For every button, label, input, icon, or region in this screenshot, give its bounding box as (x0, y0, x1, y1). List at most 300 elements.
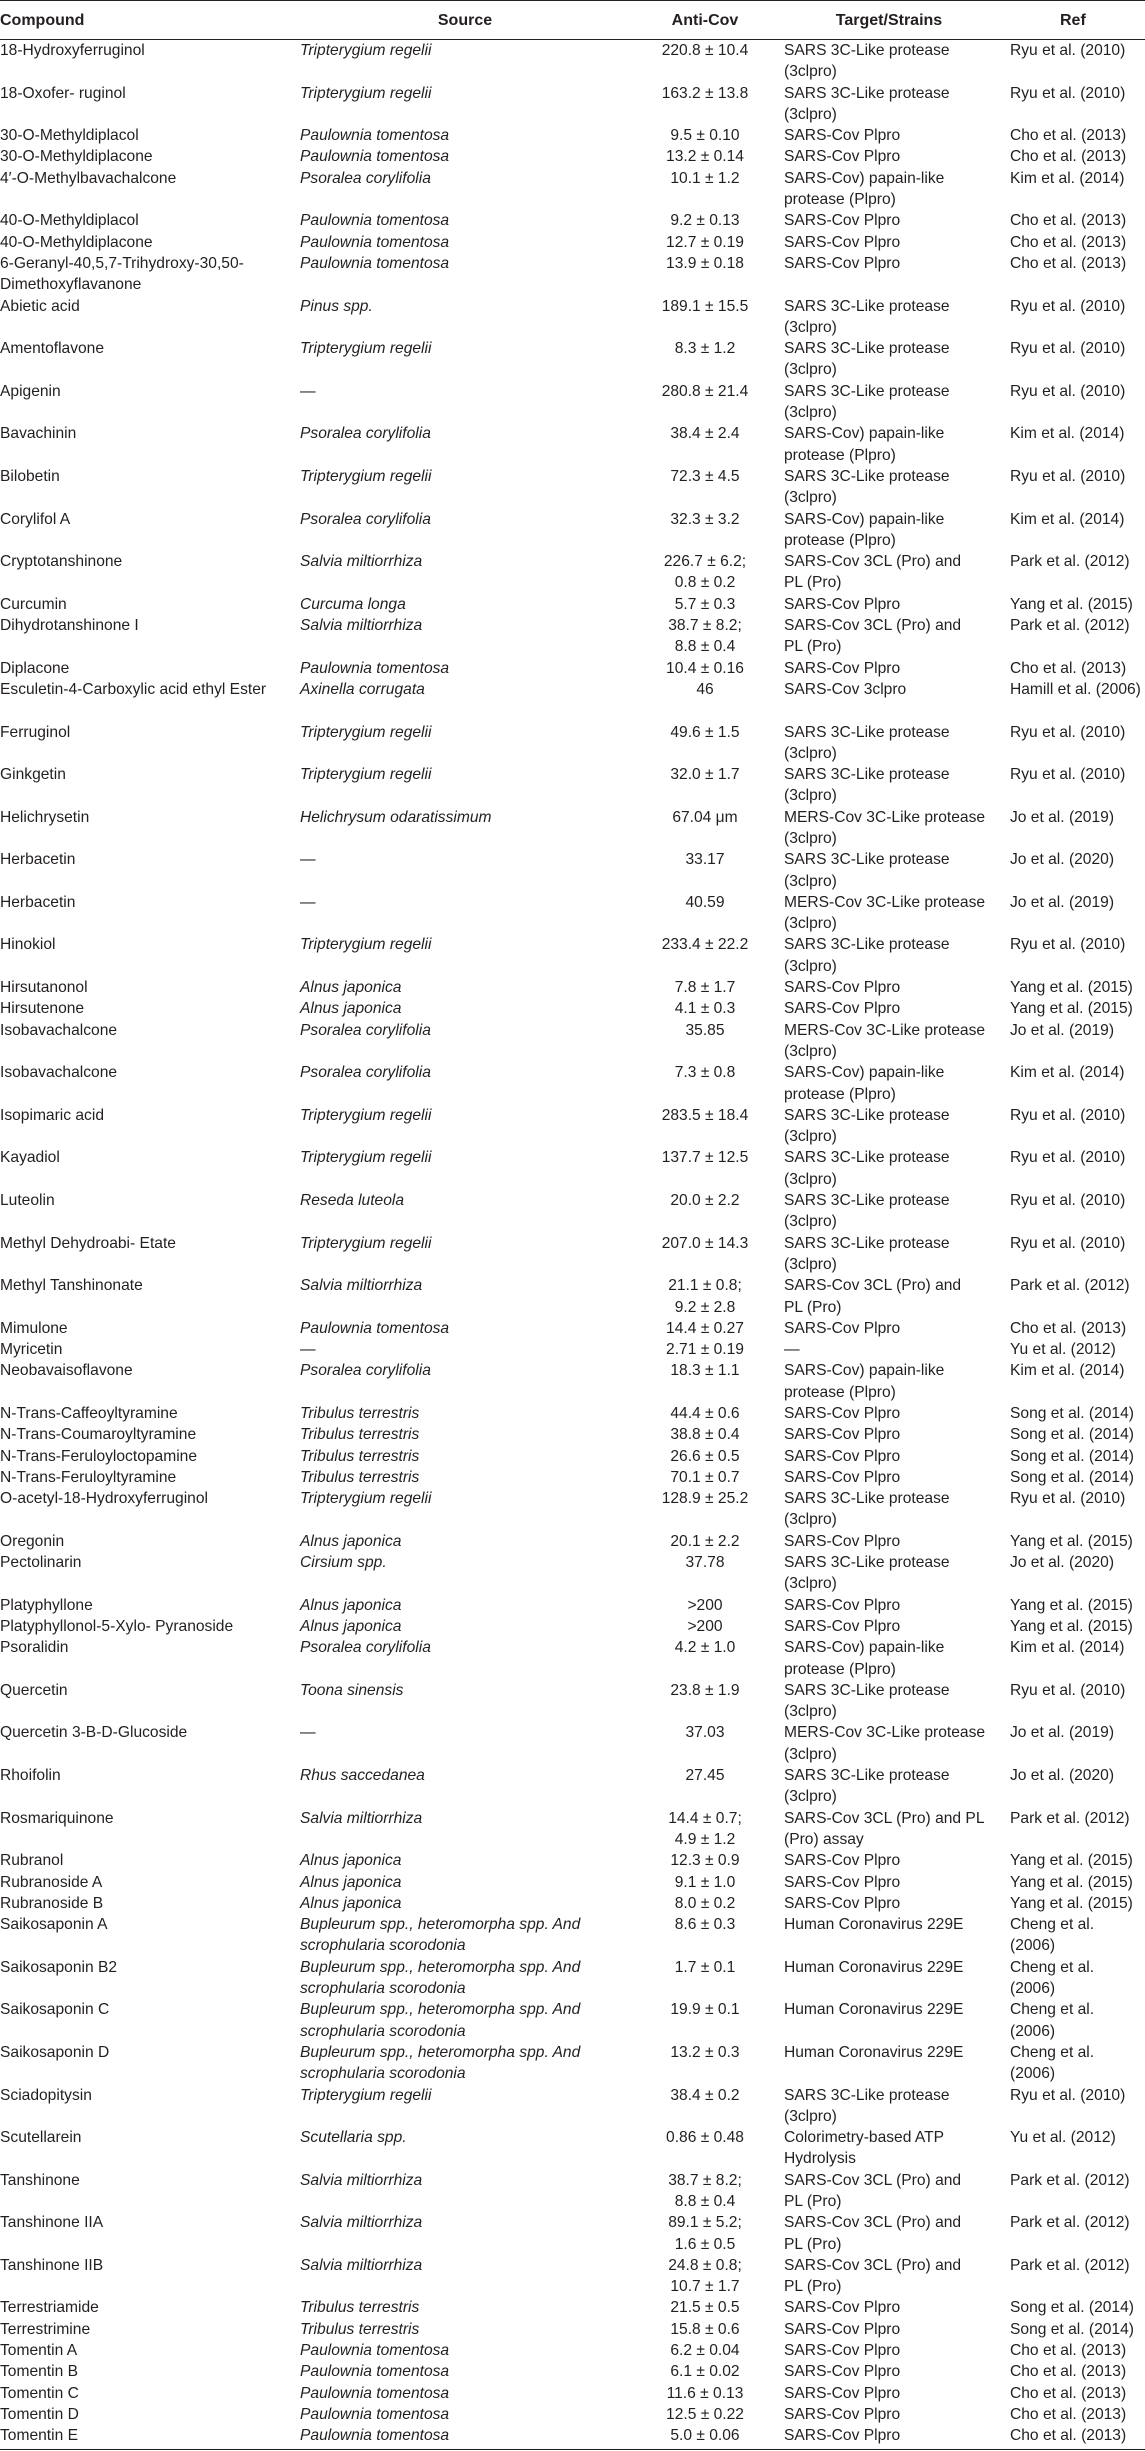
cell-ref (1010, 1808, 1145, 1829)
cell-source: Salvia miltiorrhiza (300, 553, 423, 571)
cell-ref-line: Yang et al. (2015) (1010, 1596, 1133, 1614)
cell-target-line: protease (Plpro) (784, 1383, 896, 1401)
cell-target-line: Human Coronavirus 229E (784, 2043, 964, 2061)
table-row (0, 509, 1145, 552)
cell-target (784, 1616, 1004, 1637)
cell-ref-line: Park et al. (2012) (1010, 1809, 1130, 1827)
cell-anticov (620, 509, 790, 530)
cell-ref (1010, 1850, 1145, 1871)
cell-source: Tribulus terrestris (300, 2320, 420, 2338)
cell-source: Tripterygium regelii (300, 84, 432, 102)
cell-ref (1010, 1424, 1145, 1445)
cell-compound: Platyphyllonol-5-Xylo- Pyranoside (0, 1617, 234, 1635)
cell-source: Reseda luteola (300, 1192, 405, 1210)
cell-ref-line: Song et al. (2014) (1010, 1447, 1134, 1465)
cell-anticov (620, 1808, 790, 1851)
cell-ref-line: Park et al. (2012) (1010, 617, 1130, 635)
cell-ref-line: Kim et al. (2014) (1010, 510, 1125, 528)
cell-target-line: SARS-Cov Plpro (784, 595, 901, 613)
table-row (0, 977, 1145, 998)
cell-ref-line: Ryu et al. (2010) (1010, 1234, 1126, 1252)
cell-target (784, 1999, 1004, 2020)
cell-target-line: Hydrolysis (784, 2150, 856, 2168)
cell-anticov-line: 207.0 ± 14.3 (661, 1234, 749, 1252)
cell-target-line: (3clpro) (784, 957, 837, 975)
table-row (0, 998, 1145, 1019)
cell-target-line: SARS 3C-Like protease (784, 42, 950, 59)
cell-target-line: (3clpro) (784, 872, 837, 890)
cell-anticov (620, 253, 790, 274)
cell-source: Paulownia tomentosa (300, 212, 450, 230)
cell-ref (1010, 2212, 1145, 2233)
cell-target (784, 615, 1004, 658)
cell-anticov-line: 9.2 ± 0.13 (670, 212, 740, 230)
cell-target-line: (3clpro) (784, 404, 837, 422)
cell-target (784, 594, 1004, 615)
cell-ref-line: Jo et al. (2019) (1010, 1021, 1115, 1039)
cell-ref (1010, 2383, 1145, 2404)
cell-target (784, 1957, 1004, 1978)
cell-compound: Bilobetin (0, 467, 60, 485)
cell-compound: Tomentin A (0, 2342, 78, 2360)
cell-compound: Saikosaponin D (0, 2043, 110, 2061)
table-row (0, 1190, 1145, 1233)
cell-source: Bupleurum spp., heteromorpha spp. And scrophularia scorodonia (300, 2043, 581, 2083)
cell-target-line: SARS 3C-Like protease (784, 1554, 950, 1572)
cell-target (784, 1595, 1004, 1616)
cell-ref-line: Ryu et al. (2010) (1010, 2086, 1126, 2104)
cell-source: Bupleurum spp., heteromorpha spp. And scrophularia scorodonia (300, 2001, 581, 2040)
cell-ref (1010, 892, 1145, 913)
table-row (0, 1893, 1145, 1914)
cell-anticov (620, 2170, 790, 2213)
cell-ref (1010, 1062, 1145, 1083)
cell-target (784, 40, 1004, 83)
cell-ref-line: Jo et al. (2019) (1010, 808, 1115, 826)
cell-ref (1010, 1893, 1145, 1914)
cell-compound: 18-Oxofer- ruginol (0, 84, 126, 102)
cell-target (784, 1275, 1004, 1318)
cell-ref-line: Hamill et al. (2006) (1010, 680, 1141, 698)
cell-anticov (620, 1020, 790, 1041)
cell-target (784, 998, 1004, 1019)
cell-target-line: SARS-Cov Plpro (784, 2342, 901, 2360)
cell-compound: Saikosaponin A (0, 1916, 108, 1934)
cell-target-line: Human Coronavirus 229E (784, 1916, 964, 1934)
cell-ref-line: Ryu et al. (2010) (1010, 1490, 1126, 1508)
cell-ref (1010, 40, 1145, 61)
cell-source: Curcuma longa (300, 595, 406, 613)
cell-anticov (620, 551, 790, 594)
cell-ref (1010, 232, 1145, 253)
cell-ref-line: Park et al. (2012) (1010, 2171, 1130, 2189)
cell-source: Alnus japonica (300, 979, 402, 997)
cell-anticov (620, 892, 790, 913)
cell-source: Tripterygium regelii (300, 1490, 432, 1508)
cell-target-line: SARS 3C-Like protease (784, 766, 950, 784)
table-row (0, 1872, 1145, 1893)
cell-ref-line: (2006) (1010, 1937, 1056, 1955)
cell-ref-line: Jo et al. (2020) (1010, 1767, 1115, 1785)
table-row (0, 1339, 1145, 1360)
cell-anticov-line: 13.2 ± 0.14 (666, 148, 744, 166)
cell-anticov-line: 0.8 ± 0.2 (674, 574, 736, 592)
cell-anticov (620, 1147, 790, 1168)
table-row (0, 1403, 1145, 1424)
cell-anticov-line: 0.86 ± 0.48 (666, 2129, 744, 2147)
cell-ref (1010, 1999, 1145, 2042)
cell-compound: Isobavachalcone (0, 1064, 118, 1082)
cell-anticov-line: 226.7 ± 6.2; (663, 553, 747, 571)
cell-anticov-line: 4.1 ± 0.3 (674, 1000, 736, 1018)
cell-anticov (620, 1424, 790, 1445)
cell-anticov-line: 13.2 ± 0.3 (670, 2043, 740, 2061)
cell-target (784, 210, 1004, 231)
cell-target (784, 1446, 1004, 1467)
cell-target (784, 977, 1004, 998)
cell-target-line: PL (Pro) (784, 2235, 842, 2253)
table-row (0, 1105, 1145, 1148)
cell-anticov-line: 233.4 ± 22.2 (661, 936, 749, 954)
table-row (0, 1808, 1145, 1851)
cell-target-line: SARS-Cov) papain-like (784, 169, 945, 187)
cell-target (784, 423, 1004, 466)
cell-anticov (620, 615, 790, 658)
cell-target (784, 2170, 1004, 2213)
cell-compound: Quercetin 3-B-D-Glucoside (0, 1724, 188, 1742)
cell-ref (1010, 722, 1145, 743)
cell-anticov (620, 1488, 790, 1509)
cell-anticov (620, 1872, 790, 1893)
cell-compound: Dihydrotanshinone I (0, 617, 139, 635)
cell-anticov-line: 7.8 ± 1.7 (674, 979, 736, 997)
cell-target-line: SARS-Cov Plpro (784, 1617, 901, 1635)
cell-target (784, 892, 1004, 935)
cell-target-line: SARS-Cov 3CL (Pro) and (784, 617, 962, 635)
cell-target-line: SARS 3C-Like protease (784, 467, 950, 485)
cell-anticov-line: 32.0 ± 1.7 (670, 766, 740, 784)
cell-source: Salvia miltiorrhiza (300, 2256, 423, 2274)
cell-source: Psoralea corylifolia (300, 1639, 431, 1657)
table-row (0, 764, 1145, 807)
cell-compound: Ferruginol (0, 723, 71, 741)
cell-source: — (300, 893, 316, 911)
cell-ref (1010, 1339, 1145, 1360)
cell-ref-line: Ryu et al. (2010) (1010, 1681, 1126, 1699)
cell-ref-line: Cho et al. (2013) (1010, 2405, 1127, 2423)
cell-target (784, 1233, 1004, 1276)
table-row (0, 1488, 1145, 1531)
cell-anticov-line: 49.6 ± 1.5 (670, 723, 740, 741)
cell-anticov (620, 2212, 790, 2255)
cell-source: Rhus saccedanea (300, 1767, 425, 1785)
cell-anticov (620, 1765, 790, 1786)
cell-target-line: SARS 3C-Like protease (784, 340, 950, 358)
cell-target (784, 2404, 1004, 2425)
cell-target-line: SARS 3C-Like protease (784, 84, 950, 102)
cell-anticov (620, 1957, 790, 1978)
cell-target-line: Colorimetry-based ATP (784, 2129, 945, 2147)
cell-ref (1010, 466, 1145, 487)
cell-compound: Kayadiol (0, 1149, 60, 1167)
cell-ref (1010, 1957, 1145, 2000)
cell-anticov-line: 9.5 ± 0.10 (670, 127, 740, 145)
cell-target-line: SARS-Cov Plpro (784, 1426, 901, 1444)
cell-compound: Myricetin (0, 1341, 63, 1359)
cell-target-line: SARS-Cov 3clpro (784, 680, 907, 698)
table-row (0, 892, 1145, 935)
cell-target-line: — (784, 1341, 800, 1359)
cell-target-line: (3clpro) (784, 63, 837, 81)
cell-ref-line: Yang et al. (2015) (1010, 595, 1133, 613)
cell-ref-line: Ryu et al. (2010) (1010, 84, 1126, 102)
cell-ref-line: Kim et al. (2014) (1010, 1064, 1125, 1082)
cell-anticov (620, 2340, 790, 2361)
cell-target-line: (3clpro) (784, 1575, 837, 1593)
cell-anticov-line: 37.03 (685, 1724, 725, 1742)
cell-anticov (620, 2404, 790, 2425)
cell-ref (1010, 1680, 1145, 1701)
table-row (0, 1360, 1145, 1403)
cell-target-line: SARS-Cov Plpro (784, 2363, 901, 2381)
cell-anticov (620, 594, 790, 615)
cell-ref (1010, 1020, 1145, 1041)
cell-compound: Saikosaponin B2 (0, 1958, 118, 1976)
cell-anticov (620, 977, 790, 998)
cell-anticov-line: >200 (687, 1596, 723, 1614)
cell-target (784, 1190, 1004, 1233)
cell-target-line: SARS-Cov Plpro (784, 148, 901, 166)
cell-target-line: (3clpro) (784, 1170, 837, 1188)
table-row (0, 1637, 1145, 1680)
cell-anticov-line: 67.04 μm (672, 808, 738, 826)
cell-anticov-line: 137.7 ± 12.5 (661, 1149, 749, 1167)
cell-ref-line: Cheng et al. (1010, 2001, 1095, 2019)
cell-target-line: SARS-Cov Plpro (784, 1319, 901, 1337)
cell-anticov (620, 1722, 790, 1743)
cell-ref-line: Kim et al. (2014) (1010, 169, 1125, 187)
cell-target (784, 125, 1004, 146)
cell-target (784, 338, 1004, 381)
cell-ref (1010, 2042, 1145, 2085)
cell-anticov-line: 12.5 ± 0.22 (666, 2405, 744, 2423)
cell-target-line: SARS-Cov Plpro (784, 979, 901, 997)
cell-compound: Corylifol A (0, 510, 71, 528)
cell-anticov (620, 210, 790, 231)
cell-target-line: SARS-Cov Plpro (784, 1405, 901, 1422)
cell-anticov-line: 128.9 ± 25.2 (661, 1490, 749, 1508)
cell-target-line: SARS-Cov 3CL (Pro) and (784, 2214, 962, 2232)
cell-anticov (620, 1616, 790, 1637)
cell-compound: Rhoifolin (0, 1767, 61, 1785)
cell-ref-line: Yang et al. (2015) (1010, 979, 1133, 997)
cell-compound: Tomentin D (0, 2405, 79, 2423)
cell-anticov (620, 1467, 790, 1488)
table-row (0, 168, 1145, 211)
cell-anticov (620, 1552, 790, 1573)
cell-anticov-line: 15.8 ± 0.6 (670, 2320, 740, 2338)
cell-source: Axinella corrugata (300, 680, 425, 698)
cell-anticov-line: 38.7 ± 8.2; (668, 2171, 742, 2189)
cell-source: Salvia miltiorrhiza (300, 617, 423, 635)
cell-anticov-line: 8.8 ± 0.4 (674, 2192, 736, 2210)
cell-target (784, 466, 1004, 509)
cell-target (784, 1552, 1004, 1595)
cell-anticov (620, 296, 790, 317)
cell-source: Toona sinensis (300, 1681, 404, 1699)
cell-anticov-line: 8.8 ± 0.4 (674, 638, 736, 656)
table-row (0, 423, 1145, 466)
cell-anticov-line: 8.3 ± 1.2 (674, 340, 736, 358)
table-row (0, 1765, 1145, 1808)
table-bottom-rule (0, 2449, 1145, 2450)
cell-source: Psoralea corylifolia (300, 169, 431, 187)
cell-ref (1010, 977, 1145, 998)
cell-anticov-line: 9.2 ± 2.8 (674, 1298, 736, 1316)
table-row (0, 2255, 1145, 2298)
cell-target (784, 658, 1004, 679)
cell-anticov (620, 1275, 790, 1318)
table-row (0, 2085, 1145, 2128)
cell-ref-line: Cho et al. (2013) (1010, 2363, 1127, 2381)
cell-anticov-line: 1.6 ± 0.5 (674, 2235, 736, 2253)
cell-ref (1010, 679, 1145, 700)
cell-target-line: SARS-Cov Plpro (784, 1852, 901, 1870)
cell-ref (1010, 1147, 1145, 1168)
table-row (0, 1424, 1145, 1445)
cell-anticov-line: 283.5 ± 18.4 (661, 1106, 749, 1124)
cell-anticov (620, 168, 790, 189)
cell-ref (1010, 1467, 1145, 1488)
cell-target-line: SARS 3C-Like protease (784, 936, 950, 954)
cell-source: Tribulus terrestris (300, 1405, 420, 1422)
cell-ref (1010, 146, 1145, 167)
cell-target-line: (3clpro) (784, 1213, 837, 1231)
cell-anticov (620, 2255, 790, 2298)
cell-ref (1010, 551, 1145, 572)
cell-compound: 40-O-Methyldiplacol (0, 212, 139, 230)
cell-source: Tribulus terrestris (300, 1426, 420, 1444)
cell-ref-line: Yu et al. (2012) (1010, 2129, 1116, 2147)
cell-target-line: SARS-Cov Plpro (784, 1532, 901, 1550)
cell-target-line: PL (Pro) (784, 2278, 842, 2296)
cell-compound: Tanshinone (0, 2171, 80, 2189)
cell-ref (1010, 1488, 1145, 1509)
cell-target (784, 1424, 1004, 1445)
cell-target-line: protease (Plpro) (784, 1085, 896, 1103)
cell-source: Tripterygium regelii (300, 723, 432, 741)
table-row (0, 210, 1145, 231)
cell-source: Paulownia tomentosa (300, 2363, 450, 2381)
cell-target (784, 1893, 1004, 1914)
cell-anticov-line: 8.6 ± 0.3 (674, 1916, 736, 1934)
cell-ref (1010, 1637, 1145, 1658)
table-row (0, 2404, 1145, 2425)
cell-target (784, 1062, 1004, 1105)
cell-target (784, 2319, 1004, 2340)
cell-source: Tripterygium regelii (300, 467, 432, 485)
cell-ref-line: (2006) (1010, 2065, 1056, 2083)
cell-ref (1010, 615, 1145, 636)
cell-target-line: (3clpro) (784, 1788, 837, 1806)
cell-ref-line: Ryu et al. (2010) (1010, 297, 1126, 315)
cell-target-line: protease (Plpro) (784, 191, 896, 209)
cell-source: Tribulus terrestris (300, 1468, 420, 1486)
cell-anticov (620, 232, 790, 253)
cell-target (784, 1765, 1004, 1808)
cell-compound: Platyphyllone (0, 1596, 93, 1614)
cell-target-line: (3clpro) (784, 1703, 837, 1721)
cell-ref (1010, 764, 1145, 785)
table-row (0, 2340, 1145, 2361)
cell-ref (1010, 1105, 1145, 1126)
cell-target-line: protease (Plpro) (784, 1660, 896, 1678)
cell-target-line: PL (Pro) (784, 1298, 842, 1316)
cell-ref-line: Kim et al. (2014) (1010, 1639, 1125, 1657)
cell-anticov-line: 7.3 ± 0.8 (674, 1064, 736, 1082)
cell-ref-line: Cho et al. (2013) (1010, 233, 1127, 251)
cell-source: Cirsium spp. (300, 1554, 387, 1572)
cell-source: Tripterygium regelii (300, 340, 432, 358)
cell-ref-line: Ryu et al. (2010) (1010, 1106, 1126, 1124)
cell-anticov (620, 1318, 790, 1339)
table-row (0, 381, 1145, 424)
cell-target (784, 232, 1004, 253)
cell-source: — (300, 382, 316, 400)
cell-target (784, 722, 1004, 765)
cell-target-line: SARS-Cov) papain-like (784, 1362, 945, 1380)
table-row (0, 1999, 1145, 2042)
cell-target-line: SARS 3C-Like protease (784, 382, 950, 400)
cell-anticov (620, 1233, 790, 1254)
cell-anticov (620, 998, 790, 1019)
cell-ref (1010, 1233, 1145, 1254)
cell-target (784, 807, 1004, 850)
cell-compound: N-Trans-Caffeoyltyramine (0, 1405, 178, 1422)
cell-anticov (620, 849, 790, 870)
cell-source: Psoralea corylifolia (300, 510, 431, 528)
table-row (0, 615, 1145, 658)
cell-anticov-line: 6.2 ± 0.04 (670, 2342, 740, 2360)
cell-ref-line: Cho et al. (2013) (1010, 2427, 1127, 2445)
cell-ref (1010, 1914, 1145, 1957)
table-row (0, 1957, 1145, 2000)
cell-anticov (620, 1403, 790, 1424)
cell-ref (1010, 1360, 1145, 1381)
cell-ref-line: Ryu et al. (2010) (1010, 42, 1126, 59)
cell-ref-line: Song et al. (2014) (1010, 1405, 1134, 1422)
table-row (0, 232, 1145, 253)
cell-target (784, 146, 1004, 167)
table-row (0, 40, 1145, 83)
cell-ref (1010, 2170, 1145, 2191)
cell-anticov-line: 10.1 ± 1.2 (670, 169, 740, 187)
cell-ref (1010, 998, 1145, 1019)
cell-anticov-line: 37.78 (685, 1554, 725, 1572)
table-header (0, 0, 1145, 40)
cell-target (784, 1360, 1004, 1403)
table-row (0, 679, 1145, 722)
cell-source: Helichrysum odaratissimum (300, 808, 492, 826)
cell-ref (1010, 2404, 1145, 2425)
cell-compound: Quercetin (0, 1681, 68, 1699)
cell-target (784, 381, 1004, 424)
cell-target-line: SARS-Cov Plpro (784, 233, 901, 251)
cell-source: Salvia miltiorrhiza (300, 1277, 423, 1295)
cell-compound: Rosmariquinone (0, 1809, 114, 1827)
cell-anticov-line: 14.4 ± 0.7; (668, 1809, 742, 1827)
cell-compound: Methyl Tanshinonate (0, 1277, 143, 1295)
